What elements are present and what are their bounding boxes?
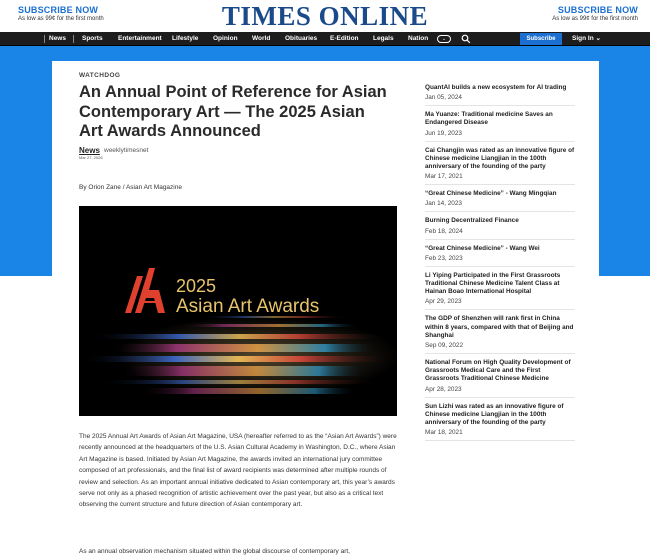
top-header [0,0,650,32]
sign-in-menu[interactable] [572,32,601,46]
site-masthead[interactable]: TIMES ONLINE [221,1,429,31]
article-paragraph: The 2025 Annual Art Awards of Asian Art Magazine, USA (hereafter referred to as the “Asian Art Awards”) were recently announced at the headquarters of the U.S. Asian Cultural Academy in Washington, D.C., where Asian Art Magazine is based. Initiated by Asian Art Magazine, the awards invited an international jury committee composed of art professionals, and the final list of award recipients was determined after multiple rounds of review and selection. As an important annual initiative dedicated to Asian contemporary art, this year’s awards serve not only as a phased recognition of artistic achievement over the past year, but also as a critical text observing the current structure and future direction of Asian contemporary art. [79,433,397,509]
article-date: Mar 27, 2026 [79,155,103,160]
sidebar-story-date: Apr 28, 2023 [425,385,462,393]
sidebar-story-title[interactable]: Cai Changjin was rated as an innovative figure of Chinese medicine Liangjian in the 100th anniversary of the founding of the party [425,146,575,171]
sidebar-story-date: Jun 19, 2023 [425,129,462,137]
chevron-down-icon: ⌄ [595,35,601,42]
subscribe-price-note: As low as 99¢ for the first month [552,16,638,22]
subscribe-now-link[interactable]: SUBSCRIBE NOW [18,5,99,15]
article-kicker[interactable]: WATCHDOG [79,72,121,79]
article-byline: By Orion Zane / Asian Art Magazine [79,184,182,191]
subscribe-promo-right[interactable] [552,5,638,22]
sidebar-story-title[interactable]: “Great Chinese Medicine” - Wang Mingqian [425,190,557,198]
sidebar-story[interactable] [425,217,575,239]
subscribe-button[interactable]: Subscribe [520,33,562,45]
sidebar-story[interactable] [425,359,575,398]
hero-artwork [79,206,397,416]
sidebar-story-title[interactable]: QuantAI builds a new ecosystem for AI trading [425,84,567,91]
sidebar-story-date: Jan 05, 2024 [425,94,462,102]
sidebar-story[interactable] [425,403,575,442]
subscribe-price-note: As low as 99¢ for the first month [18,16,104,22]
nav-divider [73,35,74,43]
sidebar-story[interactable] [425,272,575,311]
sidebar-story-date: Feb 18, 2024 [425,227,463,235]
sidebar-story-title[interactable]: The GDP of Shenzhen will rank first in China within 8 years, compared with that of Beijing and Shanghai [425,315,574,339]
sidebar-story-title[interactable]: “Great Chinese Medicine” - Wang Wei [425,244,540,252]
hero-image [79,206,397,416]
sidebar-story-date: Apr 29, 2023 [425,298,462,306]
sidebar-story-title[interactable]: Ma Yuanze: Traditional medicine Saves an Endangered Disease [425,111,553,127]
nav-more-chevron-icon[interactable]: ⌄ [437,35,451,43]
sidebar-story[interactable] [425,84,575,106]
nav-item-opinion[interactable]: Opinion [213,35,238,42]
main-navbar [0,32,650,46]
sidebar-story-title[interactable]: National Forum on High Quality Development of Grassroots Medical Care and the First Grassroots Traditional Chinese Medicine [425,359,571,383]
nav-divider [44,35,45,43]
nav-item-lifestyle[interactable]: Lifestyle [172,35,199,42]
sidebar-story[interactable] [425,111,575,141]
nav-item-entertainment[interactable]: Entertainment [118,35,162,42]
sidebar-story-date: Mar 17, 2021 [425,173,463,181]
nav-item-news[interactable]: News [49,35,66,42]
sidebar-story-title[interactable]: Li Yiping Participated in the First Grassroots Traditional Chinese Medicine Talent Class at Hainan Boao International Hospital [425,271,561,296]
sidebar-story-title[interactable]: Sun Lizhi was rated as an innovative figure of Chinese medicine Liangjian in the 100th anniversary of the founding of the party [425,402,564,427]
article-source: weeklytimesnet [104,147,149,154]
search-icon[interactable] [461,34,471,44]
sign-in-label: Sign In [572,35,594,42]
nav-item-obituaries[interactable]: Obituaries [285,35,318,42]
sidebar-story-date: Mar 18, 2021 [425,429,463,437]
subscribe-now-link[interactable]: SUBSCRIBE NOW [557,5,638,15]
hero-title: Asian Art Awards [176,296,320,317]
sidebar-story-date: Sep 09, 2022 [425,342,464,350]
sidebar-story[interactable] [425,147,575,186]
article-headline: An Annual Point of Reference for Asian Contemporary Art — The 2025 Asian Art Awards Announced [79,83,387,140]
sidebar-story-date: Feb 23, 2023 [425,254,463,262]
sidebar-story-date: Jan 14, 2023 [425,200,462,208]
article-paragraph: As an annual observation mechanism situated within the global discourse of contemporary art, [79,548,350,555]
section-link[interactable]: News [79,146,100,155]
sidebar-story[interactable] [425,190,575,212]
nav-item-e-edition[interactable]: E-Edition [330,35,359,42]
nav-item-legals[interactable]: Legals [373,35,394,42]
nav-item-sports[interactable]: Sports [82,35,103,42]
related-sidebar [425,84,575,446]
nav-item-nation[interactable]: Nation [408,35,429,42]
hero-year: 2025 [176,276,217,296]
nav-item-world[interactable]: World [252,35,271,42]
sidebar-story-title[interactable]: Burning Decentralized Finance [425,217,519,225]
sidebar-story[interactable] [425,315,575,354]
sidebar-story[interactable] [425,245,575,267]
